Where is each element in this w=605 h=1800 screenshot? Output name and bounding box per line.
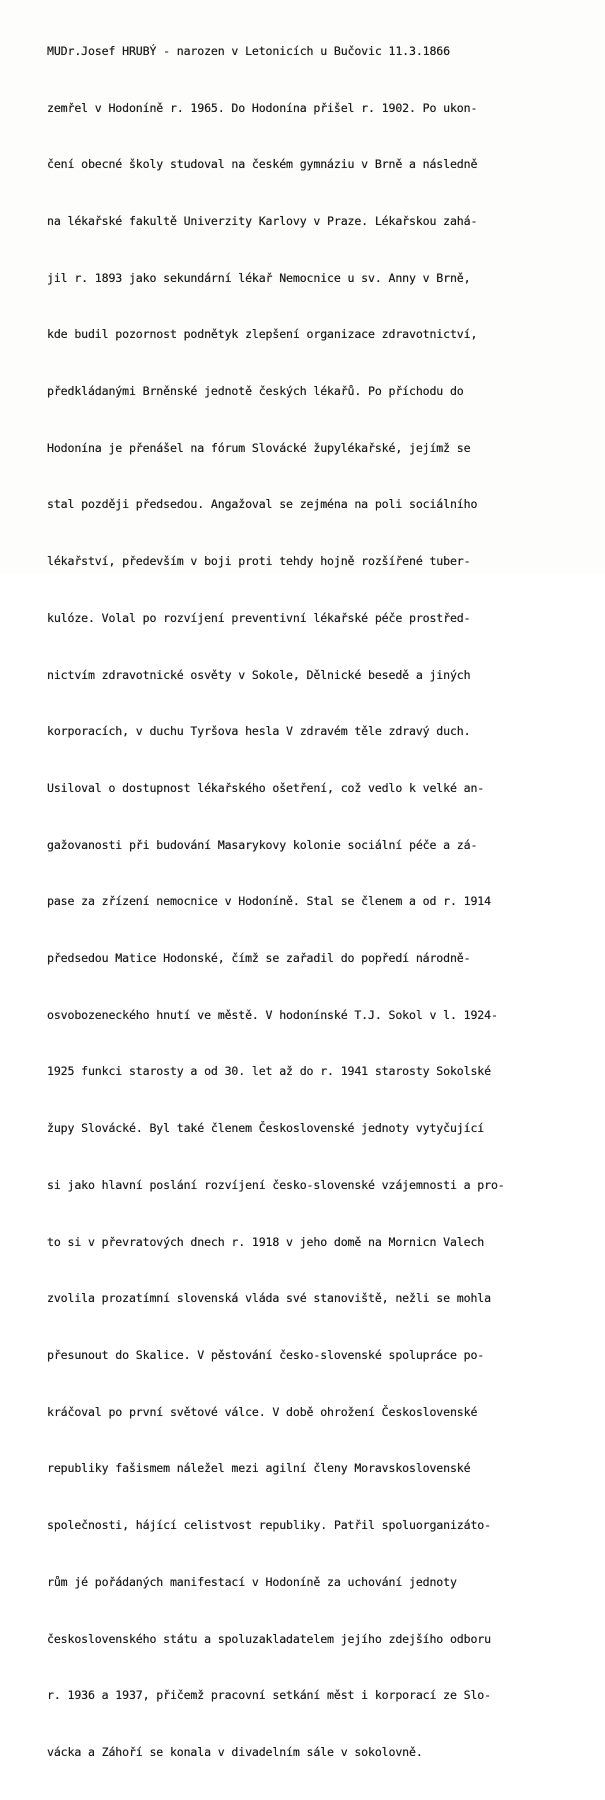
text-line: župy Slovácké. Byl také členem Československé jednoty vytyčující [47, 1121, 485, 1136]
text-line: kde budil pozornost podnětyk zlepšení organizace zdravotnictví, [47, 327, 478, 342]
text-line: předsedou Matice Hodonské, čímž se zařadil do popředí národně- [47, 951, 471, 966]
text-line: osvobozeneckého hnutí ve městě. V hodonínské T.J. Sokol v l. 1924- [47, 1007, 498, 1022]
text-line: Usiloval o dostupnost lékařského ošetření, což vedlo k velké an- [47, 780, 485, 795]
document-text [47, 4, 595, 1800]
text-line: rům jé pořádaných manifestací v Hodoníně za uchování jednoty [47, 1574, 457, 1589]
text-line: předkládanými Brněnské jednotě českých lékařů. Po příchodu do [47, 384, 464, 399]
text-line: Hodonína je přenášel na fórum Slovácké župylékařské, jejímž se [47, 440, 471, 455]
text-line: zvolila prozatímní slovenská vláda své stanoviště, nežli se mohla [47, 1291, 491, 1306]
text-line: republiky fašismem náležel mezi agilní členy Moravskoslovenské [47, 1461, 471, 1476]
text-line: jil r. 1893 jako sekundární lékař Nemocnice u sv. Anny v Brně, [47, 270, 471, 285]
text-line: si jako hlavní poslání rozvíjení česko-slovenské vzájemnosti a pro- [47, 1177, 505, 1192]
text-line: 1925 funkci starosty a od 30. let až do r. 1941 starosty Sokolské [47, 1064, 491, 1079]
text-line: zemřel v Hodoníně r. 1965. Do Hodonína přišel r. 1902. Po ukon- [47, 100, 478, 115]
text-line: vácka a Záhoří se konala v divadelním sále v sokolovně. [47, 1744, 423, 1759]
text-line: na lékařské fakultě Univerzity Karlovy v Praze. Lékařskou zahá- [47, 213, 478, 228]
text-line: gažovanosti při budování Masarykovy kolonie sociální péče a zá- [47, 837, 478, 852]
text-line: československého státu a spoluzakladatelem jejího zdejšího odboru [47, 1631, 491, 1646]
text-line: pase za zřízení nemocnice v Hodoníně. Stal se členem a od r. 1914 [47, 894, 491, 909]
text-line: nictvím zdravotnické osvěty v Sokole, Dělnické besedě a jiných [47, 667, 471, 682]
text-line: korporacích, v duchu Tyršova hesla V zdravém těle zdravý duch. [47, 724, 471, 739]
text-line: přesunout do Skalice. V pěstování česko-slovenské spolupráce po- [47, 1347, 485, 1362]
text-line: r. 1936 a 1937, přičemž pracovní setkání měst i korporací ze Slo- [47, 1688, 491, 1703]
text-line: čení obecné školy studoval na českém gymnáziu v Brně a následně [47, 157, 478, 172]
text-line: společnosti, hájící celistvost republiky. Patřil spoluorganizáto- [47, 1518, 491, 1533]
text-line: to si v převratových dnech r. 1918 v jeho domě na Mornicn Valech [47, 1234, 485, 1249]
text-line: stal později předsedou. Angažoval se zejména na poli sociálního [47, 497, 478, 512]
text-line: MUDr.Josef HRUBÝ - narozen v Letonicích u Bučovic 11.3.1866 [47, 43, 450, 58]
text-line: kulóze. Volal po rozvíjení preventivní lékařské péče prostřed- [47, 610, 471, 625]
text-line: lékařství, především v boji proti tehdy hojně rozšířené tuber- [47, 554, 471, 569]
text-line: kráčoval po první světové válce. V době ohrožení Československé [47, 1404, 478, 1419]
